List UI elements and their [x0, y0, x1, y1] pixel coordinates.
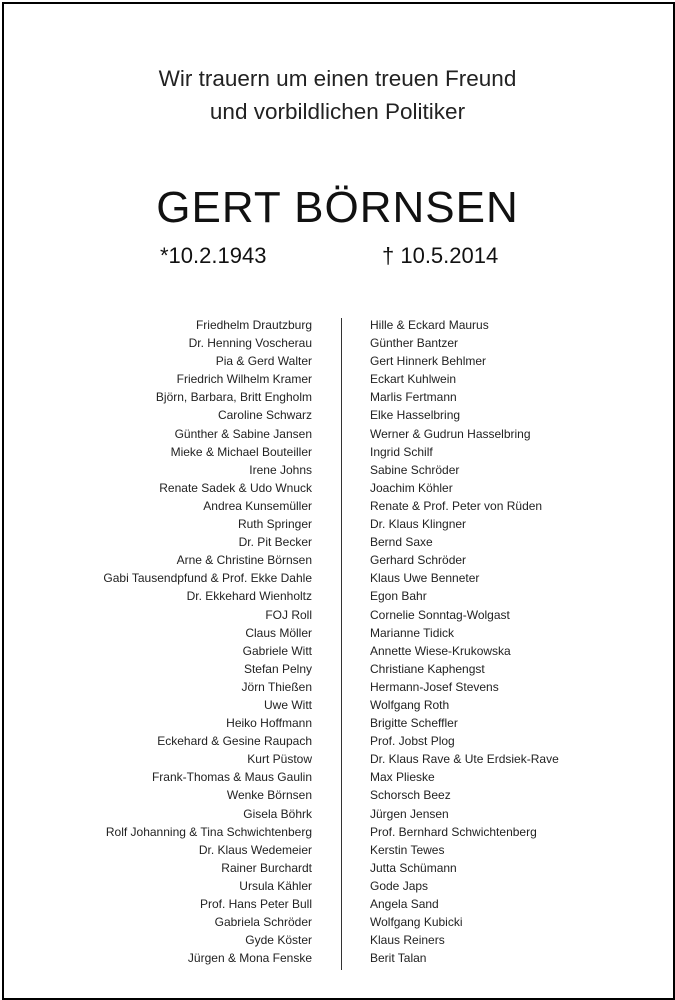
mourner-name: Bernd Saxe [370, 535, 433, 550]
mourner-name: Prof. Jobst Plog [370, 734, 455, 749]
mourner-name: Christiane Kaphengst [370, 661, 485, 676]
mourner-name: Uwe Witt [264, 697, 312, 712]
mourner-name: Jürgen & Mona Fenske [187, 951, 312, 966]
mourner-name: Andrea Kunsemüller [203, 498, 312, 513]
mourner-name: Werner & Gudrun Hasselbring [370, 426, 531, 441]
mourner-name: Gyde Köster [245, 933, 312, 948]
mourner-name: Friedrich Wilhelm Kramer [176, 372, 312, 387]
mourner-name: Hermann-Josef Stevens [370, 679, 499, 694]
mourner-name: Kurt Püstow [247, 752, 312, 767]
mourner-name: Dr. Ekkehard Wienholtz [186, 589, 312, 604]
mourner-name: Prof. Bernhard Schwichtenberg [370, 824, 537, 839]
mourner-name: Wenke Börnsen [226, 788, 312, 803]
mourner-name: Ruth Springer [237, 517, 312, 532]
deceased-name: GERT BÖRNSEN [156, 183, 519, 232]
mourner-name: Wolfgang Kubicki [370, 915, 463, 930]
mourner-name: Sabine Schröder [370, 462, 460, 477]
mourner-name: Eckart Kuhlwein [370, 372, 457, 387]
mourner-name: Pia & Gerd Walter [215, 354, 312, 369]
mourner-name: Max Plieske [370, 770, 435, 785]
mourner-name: Annette Wiese-Krukowska [370, 643, 511, 658]
mourner-name: Gert Hinnerk Behlmer [370, 354, 487, 369]
mourner-name: Dr. Klaus Wedemeier [198, 842, 312, 857]
mourner-name: Irene Johns [249, 462, 312, 477]
mourner-name: Schorsch Beez [370, 788, 451, 803]
mourner-name: Hille & Eckard Maurus [370, 318, 489, 332]
mourner-name: Jürgen Jensen [370, 806, 449, 821]
mourner-name: Günther & Sabine Jansen [174, 426, 312, 441]
mourner-name: Mieke & Michael Bouteiller [170, 444, 312, 459]
mourner-name: Arne & Christine Börnsen [176, 553, 312, 568]
mourner-name: Gode Japs [370, 878, 429, 893]
mourner-name: Rainer Burchardt [221, 860, 312, 875]
mourner-name: Rolf Johanning & Tina Schwichtenberg [105, 824, 312, 839]
mourner-name: Joachim Köhler [370, 480, 453, 495]
mourner-name: Ursula Kähler [239, 878, 312, 893]
mourner-name: Renate & Prof. Peter von Rüden [370, 498, 543, 513]
mourner-name: Dr. Klaus Klingner [370, 517, 467, 532]
intro-line-2: und vorbildlichen Politiker [209, 99, 466, 124]
mourner-name: Egon Bahr [370, 589, 427, 604]
intro-text [0, 62, 675, 128]
mourner-name: Jörn Thießen [241, 679, 312, 694]
mourner-name: Gabriele Witt [242, 643, 312, 658]
column-divider [341, 318, 342, 970]
mourner-name: Dr. Henning Voscherau [188, 336, 312, 351]
mourner-name: Dr. Klaus Rave & Ute Erdsiek-Rave [370, 752, 559, 767]
mourner-name: Berit Talan [370, 951, 427, 966]
mourner-name: Friedhelm Drautzburg [195, 318, 312, 332]
mourner-name: Elke Hasselbring [370, 408, 461, 423]
mourner-name: Wolfgang Roth [370, 697, 450, 712]
mourner-name: Dr. Pit Becker [238, 535, 312, 550]
birth-date: *10.2.1943 [160, 243, 267, 268]
mourner-name: Eckehard & Gesine Raupach [157, 734, 312, 749]
mourner-name: Stefan Pelny [243, 661, 312, 676]
mourner-name: Angela Sand [370, 897, 439, 911]
mourner-name: Prof. Hans Peter Bull [199, 897, 312, 911]
mourner-name: Ingrid Schilf [370, 444, 433, 459]
intro-line-1: Wir trauern um einen treuen Freund [158, 66, 517, 91]
mourner-name: Gabriela Schröder [214, 915, 312, 930]
mourner-name: Günther Bantzer [370, 336, 459, 351]
mourner-name: Claus Möller [245, 625, 312, 640]
mourner-name: Heiko Hoffmann [226, 716, 312, 731]
mourner-name: Klaus Uwe Benneter [370, 571, 480, 586]
mourner-name: Renate Sadek & Udo Wnuck [159, 480, 312, 495]
mourner-name: Jutta Schümann [370, 860, 457, 875]
mourner-name: Marianne Tidick [370, 625, 455, 640]
mourner-name: Kerstin Tewes [370, 842, 445, 857]
mourner-name: Cornelie Sonntag-Wolgast [370, 607, 510, 622]
mourner-name: Gabi Tausendpfund & Prof. Ekke Dahle [103, 571, 312, 586]
mourner-name: Björn, Barbara, Britt Engholm [155, 390, 312, 405]
death-date: † 10.5.2014 [382, 243, 499, 268]
mourner-name: Marlis Fertmann [370, 390, 457, 405]
mourner-name: Caroline Schwarz [217, 408, 312, 423]
mourner-name: Gerhard Schröder [370, 553, 467, 568]
mourner-name: Brigitte Scheffler [370, 716, 458, 731]
mourner-name: Klaus Reiners [370, 933, 445, 948]
mourner-name: Gisela Böhrk [243, 806, 312, 821]
mourners-right-column [370, 316, 559, 967]
mourners-left-column [103, 316, 312, 967]
mourner-name: Frank-Thomas & Maus Gaulin [151, 770, 312, 785]
mourner-name: FOJ Roll [265, 607, 312, 622]
